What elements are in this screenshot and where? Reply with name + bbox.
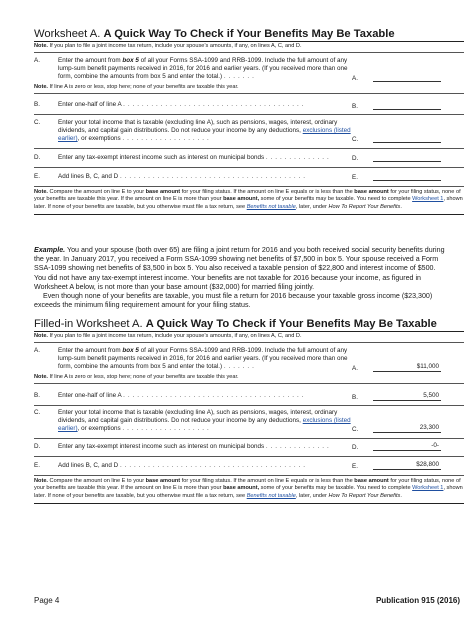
- page-number: Page 4: [34, 596, 60, 605]
- divider: [34, 438, 464, 439]
- worksheet-a-title: [34, 27, 395, 41]
- divider: [34, 503, 464, 504]
- divider: [34, 405, 464, 406]
- divider: [34, 41, 464, 42]
- divider: [34, 383, 464, 384]
- publication-label: Publication 915 (2016): [375, 596, 460, 605]
- divider: [34, 167, 464, 168]
- worksheet-1-link[interactable]: Worksheet 1: [412, 196, 444, 203]
- example-paragraph-2: Even though none of your benefits are taxable, you must file a return for 2016 because your taxable gross income ($23,300) exceeds the minimum filing requirement amount for your filing status.: [34, 292, 433, 310]
- exclusions-link[interactable]: exclusions (listed earlier): [58, 127, 351, 142]
- filled-zero-note: Note. If line A is zero or less, stop here; none of your benefits are taxable this year.: [34, 374, 239, 380]
- filled-top-note: Note. If you plan to file a joint income tax return, include your spouse’s amounts, if any, on lines A, C, and D.: [34, 333, 302, 339]
- filled-value-a: $11,000: [416, 363, 439, 370]
- filled-worksheet-title: Filled-in Worksheet A. A Quick Way To Check if Your Benefits May Be Taxable: [34, 318, 437, 330]
- filled-value-d: -0-: [431, 442, 439, 449]
- worksheet-a-title-lead: Worksheet A.: [34, 28, 101, 40]
- divider: [34, 114, 464, 115]
- divider: [34, 342, 464, 343]
- line-a-answer[interactable]: [373, 74, 441, 82]
- filled-value-c: 23,300: [419, 424, 439, 431]
- line-b-answer[interactable]: [373, 102, 441, 110]
- benefits-not-taxable-link[interactable]: Benefits not taxable: [246, 203, 296, 210]
- worksheet-a-title-bold: A Quick Way To Check if Your Benefits May Be Taxable: [103, 28, 395, 40]
- divider: [34, 186, 464, 187]
- line-a-text: Enter the amount from box 5 of all your Forms SSA-1099 and RRB-1099. Include the full amount of any lump-sum benefit payments received in 2016, for 2016 and earlier years. (If you received more than one form, combine the amounts from box 5 and enter the total.) . . . . . . .: [58, 57, 348, 80]
- divider: [34, 456, 464, 457]
- divider: [34, 331, 464, 332]
- worksheet-a-top-note: Note. If you plan to file a joint income tax return, include your spouse’s amounts, if any, on lines A, C, and D.: [34, 43, 302, 49]
- line-c-answer[interactable]: [373, 135, 441, 143]
- divider: [34, 214, 464, 215]
- example-paragraph-1: Example. You and your spouse (both over 65) are filing a joint return for 2016 and you both received social security benefits during the year. In January 2017, you received a Form SSA-1099 showing net benefits of $7,500 in box 5. Your spouse received a Form SSA-1099 showing net benefits of $3,500 in box 5. You also received a taxable pension of $22,800 and interest income of $500. You did not have any tax-exempt interest income. Your benefits are not taxable for 2016 because your income, as figured in Worksheet A below, is not more than your base amount ($32,000) for married filing jointly.: [34, 246, 445, 291]
- filled-value-b: 5,500: [423, 392, 439, 399]
- divider: [34, 148, 464, 149]
- example-text: [34, 246, 446, 310]
- divider: [34, 475, 464, 476]
- worksheet-a-zero-note: Note. If line A is zero or less, stop here; none of your benefits are taxable this year.: [34, 84, 239, 90]
- filled-bottom-note: Note. Compare the amount on line E to your base amount for your filing status. If the amount on line E equals or is less than the base amount for your filing status, none of your benefits are taxable this year. If the amount on line E is more than your base amount, some of your benefits may be taxable. You need to complete Worksheet 1, shown later. If none of your benefits are taxable, but you otherwise must file a tax return, see Benefits not taxable, later, under How To Report Your Benefits.: [34, 478, 463, 499]
- divider: [34, 93, 464, 94]
- line-d-answer[interactable]: [373, 154, 441, 162]
- line-e-answer[interactable]: [373, 173, 441, 181]
- divider: [34, 52, 464, 53]
- worksheet-a-bottom-note: Note. Compare the amount on line E to your base amount for your filing status. If the amount on line E equals or is less than the base amount for your filing status, none of your benefits are taxable this year. If the amount on line E is more than your base amount, some of your benefits may be taxable. You need to complete Worksheet 1, shown later. If none of your benefits are taxable, but you otherwise must file a tax return, see Benefits not taxable, later, under How To Report Your Benefits.: [34, 189, 463, 210]
- filled-value-e: $28,800: [416, 461, 439, 468]
